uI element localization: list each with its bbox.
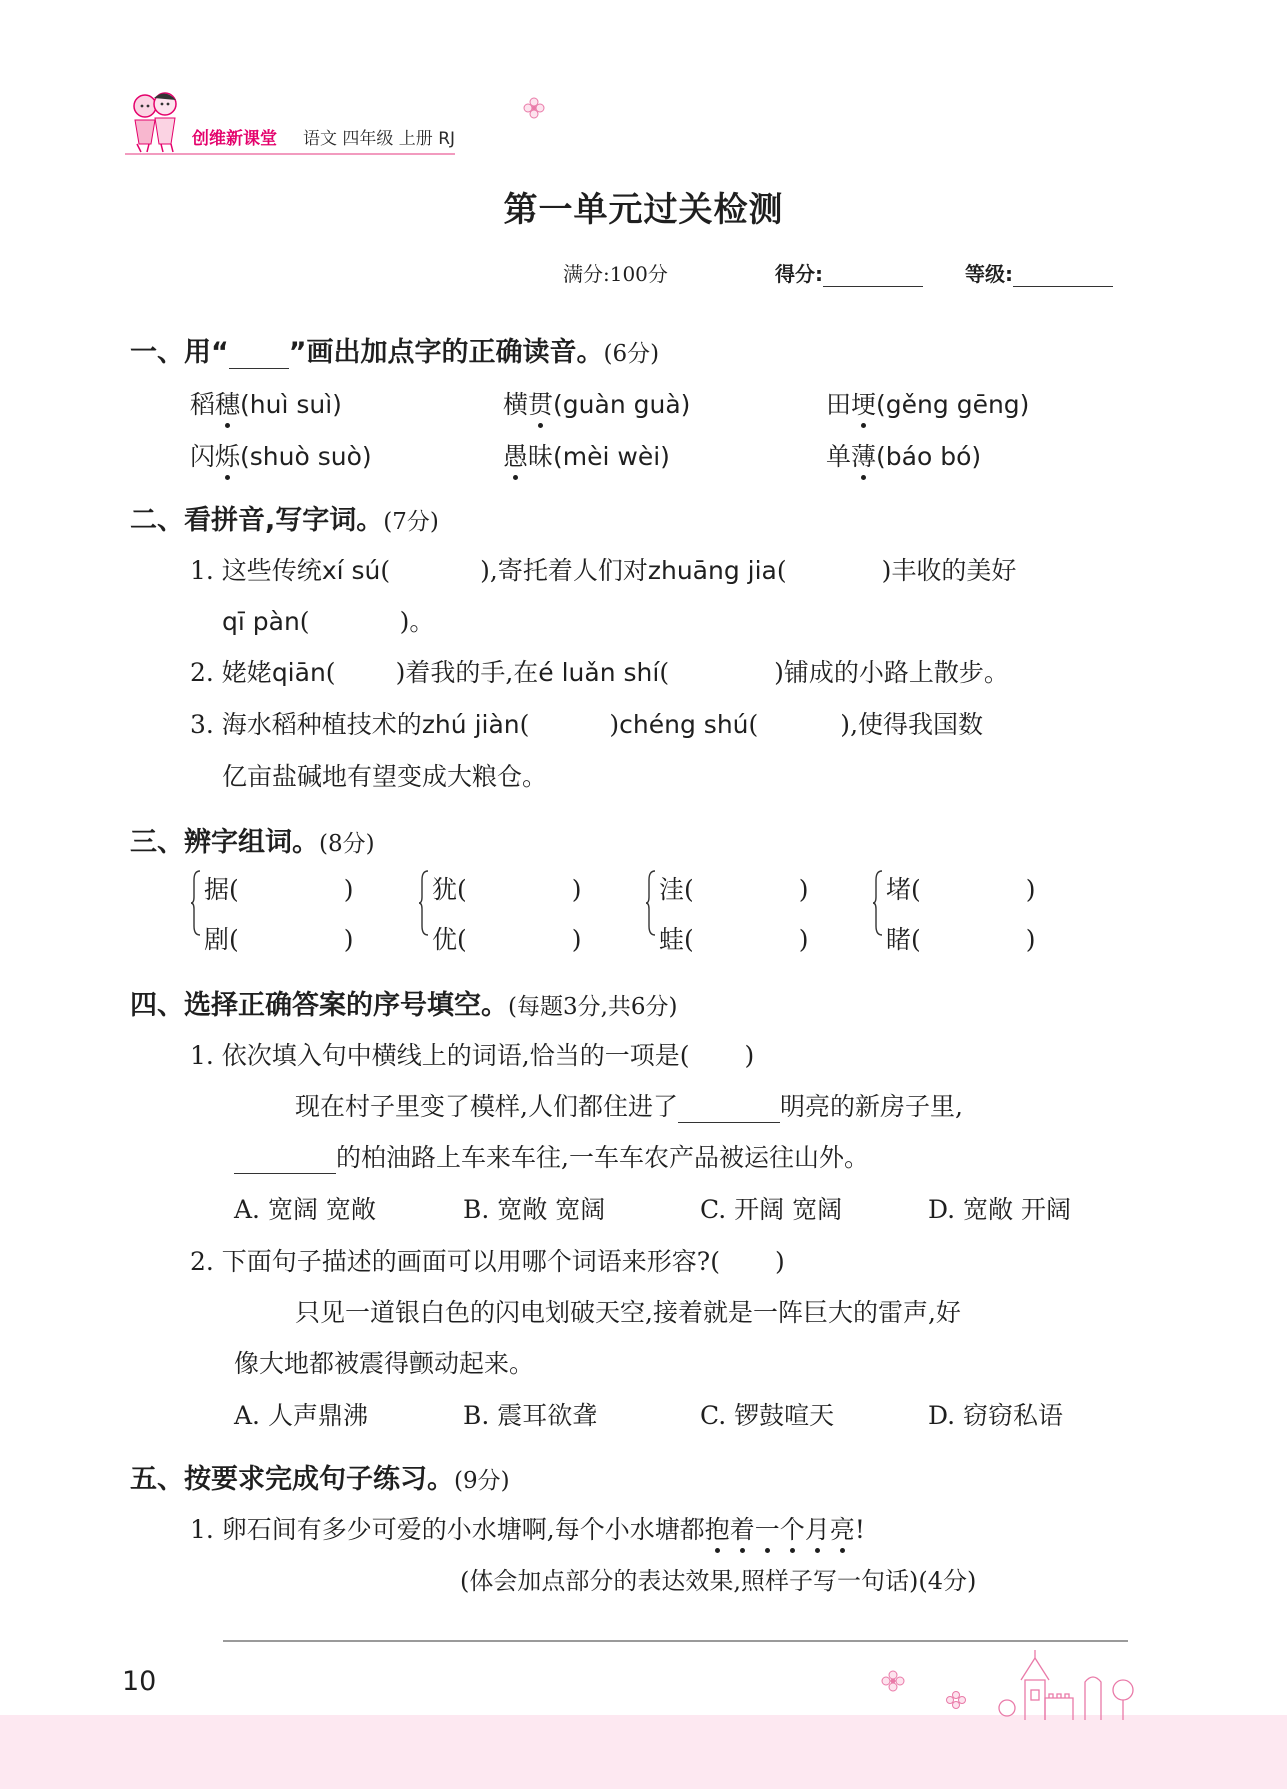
s1-item-2: 横贯(guàn guà) xyxy=(503,390,691,419)
s4-q2-option-b: B. 震耳欲聋 xyxy=(463,1401,598,1430)
brace-icon xyxy=(419,870,429,936)
brace-icon xyxy=(646,870,656,936)
grade-blank[interactable] xyxy=(1013,264,1113,287)
section-3-title: 三、辨字组词。(8分) xyxy=(130,827,375,858)
section-4-title: 四、选择正确答案的序号填空。(每题3分,共6分) xyxy=(130,990,678,1021)
s3-pair-3-bottom: 蛙( ) xyxy=(659,925,809,954)
s4-q1: 1. 依次填入句中横线上的词语,恰当的一项是( ) xyxy=(190,1041,755,1070)
grade-label: 等级: xyxy=(965,262,1013,286)
score-field xyxy=(775,258,923,287)
s2-q1-line2: qī pàn( )。 xyxy=(222,607,435,636)
s3-pair-1-bottom: 剧( ) xyxy=(204,925,354,954)
header-divider xyxy=(125,153,455,155)
dotted-phrase xyxy=(705,1515,855,1544)
s2-q2: 2. 姥姥qiān( )着我的手,在é luǎn shí( )铺成的小路上散步。 xyxy=(190,658,1009,687)
section-5-title: 五、按要求完成句子练习。(9分) xyxy=(130,1464,510,1495)
section-1-title: 一、用“ ”画出加点字的正确读音。(6分) xyxy=(130,337,660,368)
s3-pair-1-top: 据( ) xyxy=(204,875,354,904)
grade-field xyxy=(965,258,1113,287)
castle-icon xyxy=(985,1650,1155,1720)
s4-q1-option-d: D. 宽敞 开阔 xyxy=(928,1195,1071,1224)
fill-line[interactable] xyxy=(234,1149,336,1174)
dotted-char: 个 xyxy=(779,1515,805,1544)
dotted-char: 一 xyxy=(754,1515,780,1544)
fill-line[interactable] xyxy=(678,1098,780,1123)
s4-q2-option-c: C. 锣鼓喧天 xyxy=(700,1401,835,1430)
s4-q1-option-a: A. 宽阔 宽敞 xyxy=(234,1195,376,1224)
s1-item-4: 闪烁(shuò suò) xyxy=(190,442,372,471)
footer-divider xyxy=(223,1640,1128,1642)
dotted-char: 月 xyxy=(804,1515,830,1544)
score-blank[interactable] xyxy=(823,264,923,287)
book-info: 语文 四年级 上册 RJ xyxy=(303,129,456,149)
brand-name: 创维新课堂 xyxy=(192,129,277,149)
s3-pair-4-bottom: 睹( ) xyxy=(886,925,1036,954)
s4-q2-passage-2: 像大地都被震得颤动起来。 xyxy=(234,1349,535,1378)
brace-icon xyxy=(873,870,883,936)
s4-q1-passage-2: 的柏油路上车来车往,一车车农产品被运往山外。 xyxy=(234,1138,869,1174)
s1-item-6: 单薄(báo bó) xyxy=(826,442,982,471)
s3-pair-2-bottom: 优( ) xyxy=(432,925,582,954)
s1-item-1: 稻穗(huì suì) xyxy=(190,390,342,419)
dotted-char: 抱 xyxy=(704,1515,730,1544)
brace-icon xyxy=(191,870,201,936)
s4-q2-option-a: A. 人声鼎沸 xyxy=(234,1401,368,1430)
s3-pair-4-top: 堵( ) xyxy=(886,875,1036,904)
page-number: 10 xyxy=(122,1666,157,1697)
dotted-char: 亮 xyxy=(829,1515,855,1544)
s5-q1-hint: (体会加点部分的表达效果,照样子写一句话)(4分) xyxy=(460,1567,977,1595)
s2-q1-line1: 1. 这些传统xí sú( ),寄托着人们对zhuāng jia( )丰收的美好 xyxy=(190,556,1017,585)
flower-icon xyxy=(880,1670,906,1692)
full-score: 满分:100分 xyxy=(563,262,668,286)
s3-pair-2-top: 犹( ) xyxy=(432,875,582,904)
s5-q1: 1. 卵石间有多少可爱的小水塘啊,每个小水塘都抱着一个月亮! xyxy=(190,1515,865,1544)
s2-q3-line2: 亿亩盐碱地有望变成大粮仓。 xyxy=(222,762,548,791)
dotted-char: 着 xyxy=(729,1515,755,1544)
page-title: 第一单元过关检测 xyxy=(503,190,784,230)
s4-q2-passage-1: 只见一道银白色的闪电划破天空,接着就是一阵巨大的雷声,好 xyxy=(295,1298,961,1327)
flower-icon xyxy=(522,96,546,120)
s4-q1-passage-1: 现在村子里变了模样,人们都住进了 明亮的新房子里, xyxy=(295,1092,963,1121)
s4-q1-option-c: C. 开阔 宽阔 xyxy=(700,1195,843,1224)
s4-q1-option-b: B. 宽敞 宽阔 xyxy=(463,1195,606,1224)
mascot-children-icon xyxy=(125,88,185,154)
s2-q3-line1: 3. 海水稻种植技术的zhú jiàn( )chéng shú( ),使得我国数 xyxy=(190,710,984,739)
section-2-title: 二、看拼音,写字词。(7分) xyxy=(130,505,439,536)
flower-icon xyxy=(945,1690,967,1710)
s4-q2-option-d: D. 窃窃私语 xyxy=(928,1401,1064,1430)
underline-sample xyxy=(229,342,289,369)
s1-item-5: 愚昧(mèi wèi) xyxy=(503,442,670,471)
bottom-band xyxy=(0,1715,1287,1789)
s4-q2: 2. 下面句子描述的画面可以用哪个词语来形容?( ) xyxy=(190,1247,785,1276)
score-label: 得分: xyxy=(775,262,823,286)
s1-item-3: 田埂(gěng gēng) xyxy=(826,390,1030,419)
s3-pair-3-top: 洼( ) xyxy=(659,875,809,904)
